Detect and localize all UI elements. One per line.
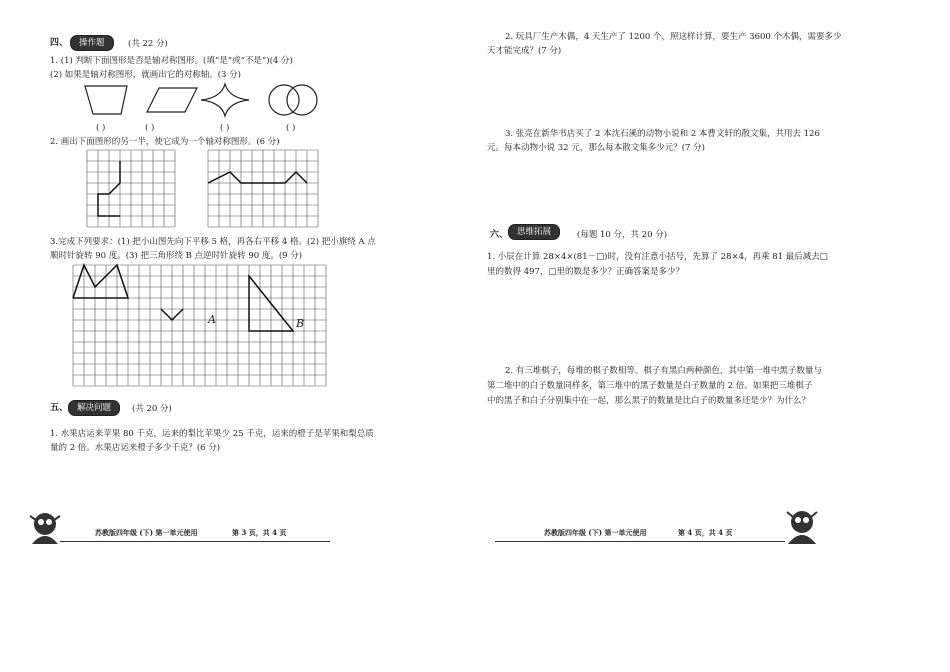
- section-5-banner: 解决问题: [68, 400, 120, 416]
- half-figure-2: [208, 172, 307, 183]
- symmetry-shapes: [85, 84, 335, 124]
- answer-blank-2[interactable]: ( ): [145, 123, 155, 133]
- four-point-star-shape: [201, 84, 249, 116]
- answer-blank-3[interactable]: ( ): [220, 123, 230, 133]
- answer-blank-1[interactable]: ( ): [96, 123, 106, 133]
- answer-blank-4[interactable]: ( ): [286, 123, 296, 133]
- point-a-label: A: [208, 313, 216, 326]
- q4-1-text-1: 1. (1) 判断下面图形是否是轴对称图形。(填“是”或“不是”)(4 分): [50, 56, 293, 66]
- footer-page-left: 第 3 页，共 4 页: [232, 528, 287, 537]
- q5-1-text-2: 量的 2 倍。水果店运来橙子多少千克？(6 分): [50, 443, 221, 453]
- circle-right-shape: [287, 85, 317, 115]
- q4-1-text-2: (2) 如果是轴对称图形，就画出它的对称轴。(3 分): [50, 70, 241, 80]
- section-4-number: 四、: [50, 38, 69, 48]
- section-6-number: 六、: [490, 230, 509, 240]
- parallelogram-shape: [147, 88, 197, 112]
- q5-3-text-2: 元。每本动物小说 32 元，那么每本散文集多少元？(7 分): [487, 143, 705, 153]
- q6-1-text-2: 里的数得 497，□里的数是多少？正确答案是多少？: [487, 267, 684, 277]
- half-figure-grid-2: [208, 150, 318, 227]
- q5-2-text-2: 天才能完成？(7 分): [487, 46, 562, 56]
- q5-2-text-1: 2. 玩具厂生产木偶，4 天生产了 1200 个，照这样计算，要生产 3600 个木偶，需要多少: [505, 32, 842, 42]
- q4-2-text: 2. 画出下面图形的另一半，使它成为一个轴对称图形。(6 分): [50, 137, 280, 147]
- footer-rule-left: [60, 541, 330, 542]
- mascot-icon: [782, 506, 822, 546]
- section-5-number: 五、: [50, 403, 69, 413]
- half-figure-grid-1: [87, 150, 175, 227]
- trapezoid-shape: [85, 86, 127, 114]
- section-6-points: (每题 10 分，共 20 分): [577, 230, 668, 240]
- section-4-banner: 操作题: [70, 35, 114, 51]
- q6-2-text-1: 2. 有三堆棋子，每堆的棋子数相等。棋子有黑白两种颜色，其中第一堆中黑子数量与: [505, 366, 822, 376]
- q6-2-text-2: 第二堆中的白子数量同样多，第三堆中的黑子数量是白子数量的 2 倍。如果把三堆棋子: [487, 381, 813, 391]
- section-4-points: (共 22 分): [128, 39, 168, 49]
- q6-2-text-3: 中的黑子和白子分别集中在一起，那么黑子的数量是比白子的数量多还是少？为什么？: [487, 396, 811, 406]
- section-5-points: (共 20 分): [132, 404, 172, 414]
- q5-3-text-1: 3. 张亮在新华书店买了 2 本沈石溪的动物小说和 2 本曹文轩的散文集，共用去 126: [505, 129, 820, 139]
- footer-page-right: 第 4 页，共 4 页: [678, 528, 733, 537]
- transform-grid: [73, 265, 326, 392]
- q4-3-text-1: 3.完成下列要求：(1) 把小山图先向下平移 5 格，再各右平移 4 格。(2) 把小旗绕 A 点: [50, 237, 376, 247]
- section-6-banner: 思维拓展: [508, 224, 560, 240]
- q5-1-text-1: 1. 水果店运来苹果 80 千克，运来的梨比苹果少 25 千克，运来的橙子是苹果和梨总质: [50, 429, 374, 439]
- circle-left-shape: [269, 85, 299, 115]
- mascot-icon: [26, 508, 64, 546]
- footer-edition-left: 苏教版四年级 (下) 第一单元使用: [95, 528, 198, 537]
- q4-3-text-2: 顺时针旋转 90 度。(3) 把三角形绕 B 点逆时针旋转 90 度。(9 分): [50, 251, 303, 261]
- footer-edition-right: 苏教版四年级 (下) 第一单元使用: [544, 528, 647, 537]
- footer-rule-right: [495, 541, 785, 542]
- point-b-label: B: [296, 317, 305, 330]
- mountain-figure: [73, 265, 128, 298]
- q6-1-text-1: 1. 小辰在计算 28×4×(81－□)时，没有注意小括号，先算了 28×4，再乘 81 最后减去□: [487, 252, 828, 262]
